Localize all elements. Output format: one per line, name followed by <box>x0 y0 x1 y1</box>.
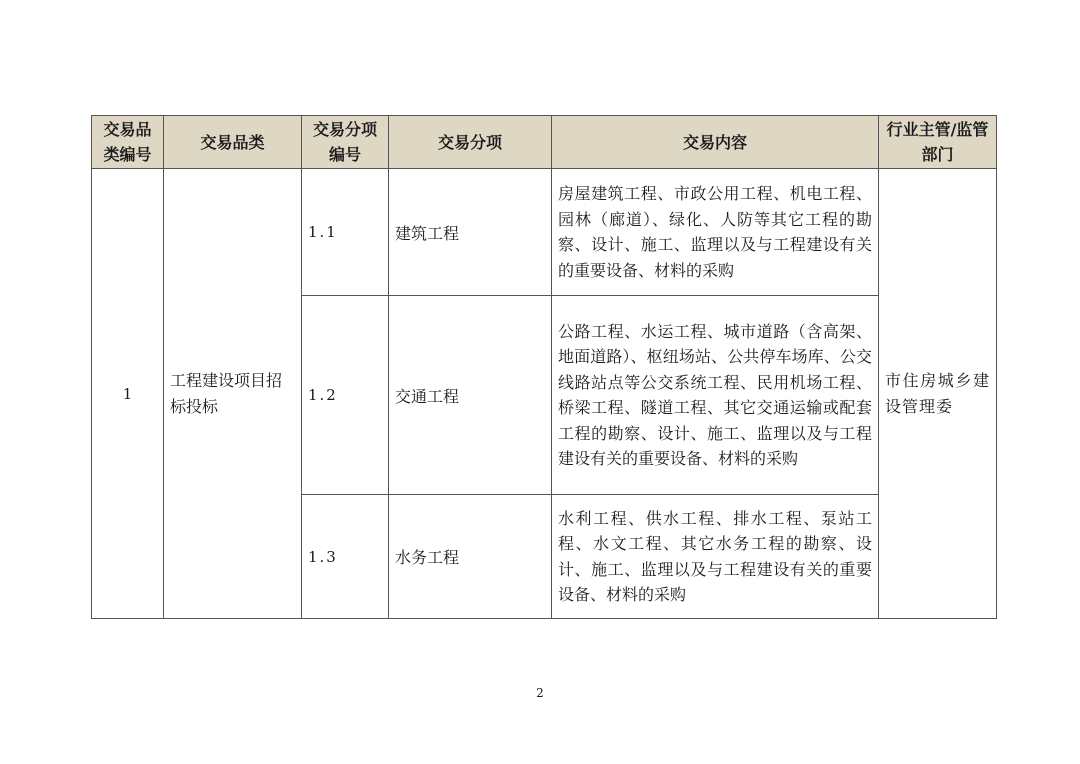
item-name-cell: 水务工程 <box>389 495 552 619</box>
item-name-cell: 建筑工程 <box>389 169 552 296</box>
item-content-cell: 公路工程、水运工程、城市道路（含高架、地面道路）、枢纽场站、公共停车场库、公交线路站点等公交系统工程、民用机场工程、桥梁工程、隧道工程、其它交通运输或配套工程的勘察、设计、施工、监理以及与工程建设有关的重要设备、材料的采购 <box>552 296 879 495</box>
department-cell: 市住房城乡建设管理委 <box>879 169 997 619</box>
header-item-code: 交易分项编号 <box>302 116 389 169</box>
item-code-cell: 1.2 <box>302 296 389 495</box>
item-code-cell: 1.1 <box>302 169 389 296</box>
header-category-code: 交易品类编号 <box>92 116 164 169</box>
table-header-row <box>92 116 997 169</box>
item-name-cell: 交通工程 <box>389 296 552 495</box>
item-code-cell: 1.3 <box>302 495 389 619</box>
header-department: 行业主管/监管部门 <box>879 116 997 169</box>
category-code-cell: 1 <box>92 169 164 619</box>
page-number: 2 <box>536 686 544 700</box>
category-name-cell: 工程建设项目招标投标 <box>164 169 302 619</box>
header-content: 交易内容 <box>552 116 879 169</box>
item-content-cell: 房屋建筑工程、市政公用工程、机电工程、园林（廊道）、绿化、人防等其它工程的勘察、设计、施工、监理以及与工程建设有关的重要设备、材料的采购 <box>552 169 879 296</box>
header-item: 交易分项 <box>389 116 552 169</box>
header-category: 交易品类 <box>164 116 302 169</box>
item-content-cell: 水利工程、供水工程、排水工程、泵站工程、水文工程、其它水务工程的勘察、设计、施工、监理以及与工程建设有关的重要设备、材料的采购 <box>552 495 879 619</box>
table-row <box>92 169 997 296</box>
trading-catalog-table <box>91 115 997 619</box>
